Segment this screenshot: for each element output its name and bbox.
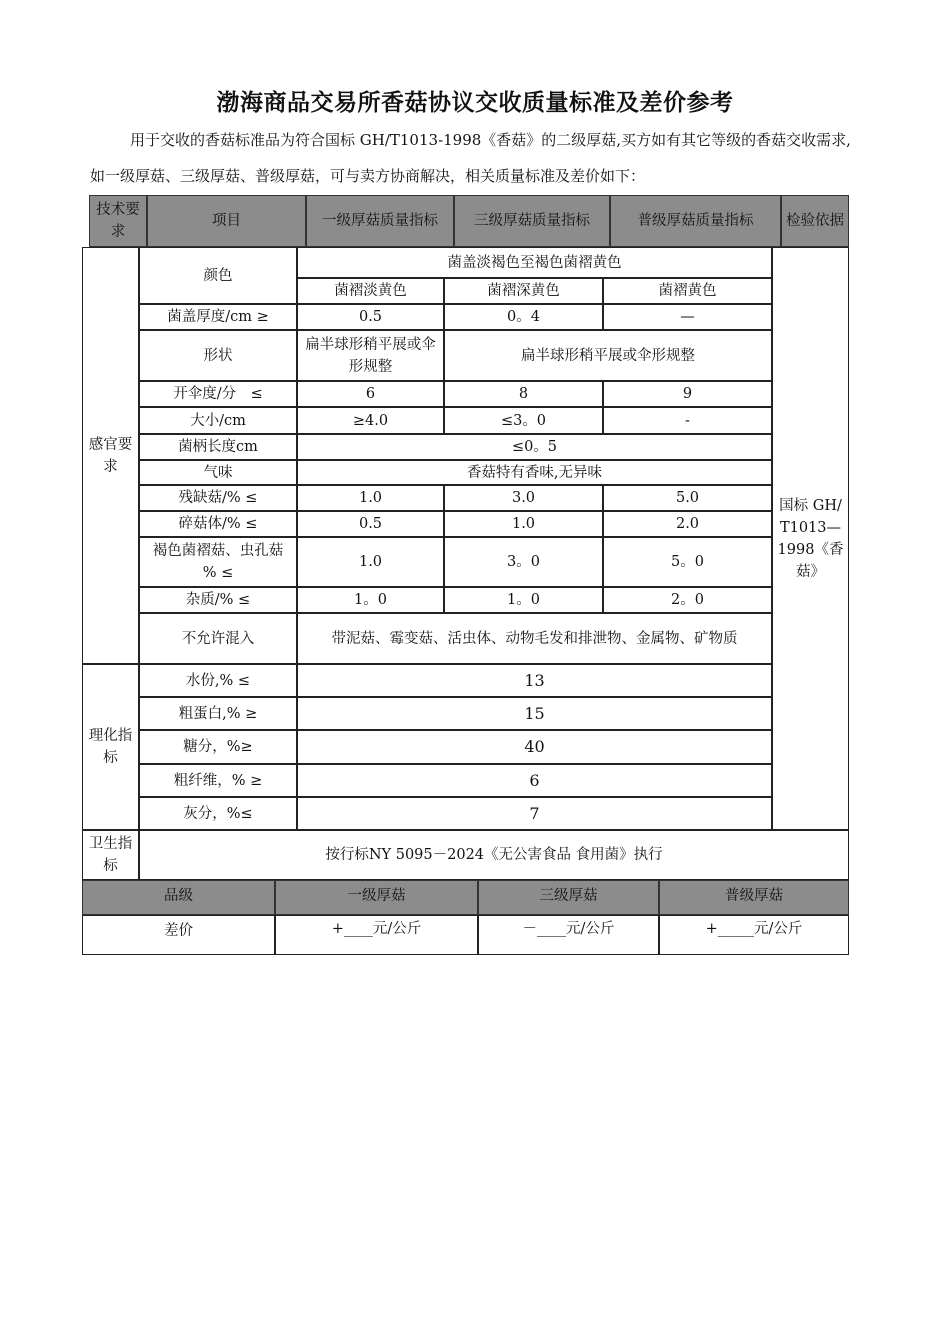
row-impurity-gp: 2。0 <box>603 587 772 613</box>
row-shape-label: 形状 <box>139 330 297 381</box>
group-hygiene: 卫生指标 <box>82 830 139 880</box>
row-fiber-all: 6 <box>297 764 772 797</box>
row-broken-g3: 1.0 <box>444 511 603 537</box>
header-tech: 技术要求 <box>89 195 147 247</box>
row-stem-label: 菌柄长度cm <box>139 434 297 460</box>
row-size-g1: ≥4.0 <box>297 407 444 434</box>
price-g1-value[interactable]: +____元/公斤 <box>275 915 478 955</box>
row-color-g3: 菌褶深黄色 <box>444 278 603 304</box>
row-shape-g1: 扁半球形稍平展或伞形规整 <box>297 330 444 381</box>
header-grade3: 三级厚菇质量指标 <box>454 195 610 247</box>
row-impurity-label: 杂质/% ≤ <box>139 587 297 613</box>
row-size-label: 大小/cm <box>139 407 297 434</box>
group-physchem: 理化指标 <box>82 664 139 830</box>
row-stem-all: ≤0。5 <box>297 434 772 460</box>
row-nomix-all: 带泥菇、霉变菇、活虫体、动物毛发和排泄物、金属物、矿物质 <box>297 613 772 664</box>
row-brown-label: 褐色菌褶菇、虫孔菇 % ≤ <box>139 537 297 587</box>
row-brown-g1: 1.0 <box>297 537 444 587</box>
row-open-gp: 9 <box>603 381 772 407</box>
row-open-g3: 8 <box>444 381 603 407</box>
price-g3-value[interactable]: －____元/公斤 <box>478 915 659 955</box>
group-sensory: 感官要求 <box>82 247 139 664</box>
header-item: 项目 <box>147 195 306 247</box>
row-defect-gp: 5.0 <box>603 485 772 511</box>
row-broken-label: 碎菇体/% ≤ <box>139 511 297 537</box>
row-color-gp: 菌褶黄色 <box>603 278 772 304</box>
row-thick-g3: 0。4 <box>444 304 603 330</box>
row-sugar-label: 糖分，%≥ <box>139 730 297 764</box>
row-color-common: 菌盖淡褐色至褐色菌褶黄色 <box>297 247 772 278</box>
row-shape-g3gp: 扁半球形稍平展或伞形规整 <box>444 330 772 381</box>
row-thick-gp: — <box>603 304 772 330</box>
row-thick-g1: 0.5 <box>297 304 444 330</box>
row-protein-label: 粗蛋白,% ≥ <box>139 697 297 730</box>
price-g1-header: 一级厚菇 <box>275 880 478 915</box>
price-diff-label: 差价 <box>82 915 275 955</box>
price-grade-label: 品级 <box>82 880 275 915</box>
row-color-label: 颜色 <box>139 247 297 304</box>
row-impurity-g3: 1。0 <box>444 587 603 613</box>
price-gp-header: 普级厚菇 <box>659 880 849 915</box>
row-ash-label: 灰分，%≤ <box>139 797 297 830</box>
row-nomix-label: 不允许混入 <box>139 613 297 664</box>
row-thick-label: 菌盖厚度/cm ≥ <box>139 304 297 330</box>
row-size-gp: - <box>603 407 772 434</box>
row-broken-g1: 0.5 <box>297 511 444 537</box>
row-brown-gp: 5。0 <box>603 537 772 587</box>
price-gp-value[interactable]: +_____元/公斤 <box>659 915 849 955</box>
row-ash-all: 7 <box>297 797 772 830</box>
row-sugar-all: 40 <box>297 730 772 764</box>
row-water-label: 水份,% ≤ <box>139 664 297 697</box>
header-gradep: 普级厚菇质量指标 <box>610 195 781 247</box>
row-water-all: 13 <box>297 664 772 697</box>
row-smell-all: 香菇特有香味,无异味 <box>297 460 772 485</box>
row-impurity-g1: 1。0 <box>297 587 444 613</box>
header-grade1: 一级厚菇质量指标 <box>306 195 454 247</box>
page-title: 渤海商品交易所香菇协议交收质量标准及差价参考 <box>216 90 734 116</box>
row-open-g1: 6 <box>297 381 444 407</box>
row-size-g3: ≤3。0 <box>444 407 603 434</box>
row-fiber-label: 粗纤维，% ≥ <box>139 764 297 797</box>
basis-standard: 国标 GH/ T1013—1998《香菇》 <box>772 247 849 830</box>
price-g3-header: 三级厚菇 <box>478 880 659 915</box>
row-defect-g3: 3.0 <box>444 485 603 511</box>
row-open-label: 开伞度/分 ≤ <box>139 381 297 407</box>
header-basis: 检验依据 <box>781 195 849 247</box>
intro-paragraph: 用于交收的香菇标准品为符合国标 GH/T1013-1998《香菇》的二级厚菇,买方如有其它等级的香菇交收需求,如一级厚菇、三级厚菇、普级厚菇，可与卖方协商解决，相关质量标准及差价如下： <box>90 131 851 185</box>
row-defect-g1: 1.0 <box>297 485 444 511</box>
row-brown-g3: 3。0 <box>444 537 603 587</box>
row-smell-label: 气味 <box>139 460 297 485</box>
row-defect-label: 残缺菇/% ≤ <box>139 485 297 511</box>
row-hygiene-text: 按行标NY 5095－2024《无公害食品 食用菌》执行 <box>139 830 849 880</box>
row-color-g1: 菌褶淡黄色 <box>297 278 444 304</box>
row-broken-gp: 2.0 <box>603 511 772 537</box>
row-protein-all: 15 <box>297 697 772 730</box>
